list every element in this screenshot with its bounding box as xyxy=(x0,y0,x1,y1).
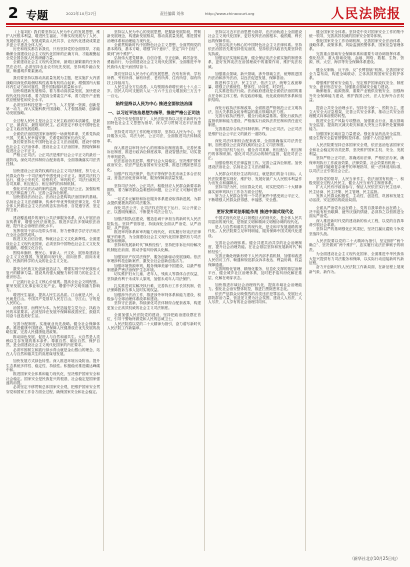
paragraph: 坚持党对司法工作的绝对领导，坚持以人民为中心，坚持服务大局、司法为民、公正司法，全面推进司法体制改革。 xyxy=(107,130,201,143)
paragraph: 强化国家安全工作协调机制，完善国家安全法治体系、战略体系、政策体系、风险监测预警体系、国家应急管理体系。 xyxy=(309,38,404,52)
column-1 xyxy=(6,30,100,551)
paragraph: 奋力开创新时代人民法院工作新局面，在新征程上展现新气象、新作为。 xyxy=(309,265,404,274)
newspaper-logo: 人民法院报 xyxy=(330,7,401,22)
paragraph: 切实维护妇女儿童、老年人、残疾人等群体合法权益，坚持最有利于未成年人原则，加强未成年人司法保护。 xyxy=(107,272,201,281)
paragraph: 全面贯彻新时代中国特色社会主义思想，全面贯彻党的基本路线、基本方略，增强“四个意识”、坚定“四个自信”、做到“两个维护”。 xyxy=(107,43,201,56)
paragraph-gap xyxy=(208,203,302,206)
paragraph: 提高公共安全治理水平。坚持安全第一、预防为主，建立大安全大应急框架，完善公共安全体系，推动公共安全治理模式向事前预防转型。 xyxy=(309,105,404,119)
paragraph: 坚持司法为民、公正司法，积极回应人民群众新要求新期待，着力解决群众急难愁盼问题，让公平正义可触可感可见。 xyxy=(107,183,201,197)
paragraph: 完善重点领域安全保障体系和重要专项协调指挥体系，强化经济、重大基础设施、金融、网络、数据、生物、资源、核、太空、海洋等安全保障体系建设。 xyxy=(309,51,404,65)
paragraph: 加快发展方式绿色转型。深入推进环境污染防治。提升生态系统多样性、稳定性、持续性。积极稳妥推进碳达峰碳中和。 xyxy=(6,359,100,373)
paragraph: 完善正确处理新形势下人民内部矛盾机制，加强和改进人民信访工作，畅通和规范群众诉求表达、利益协调、权益保障通道。 xyxy=(208,253,302,267)
paragraph: 一站式多元解纷和诉讼服务体系建设取得新进展，为群众提供便捷高效的司法服务。 xyxy=(107,196,201,206)
paragraph: 加快构建新发展格局，着力推动高质量发展，加快建设现代化经济体系，着力提高全要素生产率，着力提升产业链供应链韧性和安全水平。 xyxy=(6,89,100,103)
paragraph: 全面从严治党永远在路上，党的自我革命永远在路上。决不能有松劲歇脚、疲劳厌战的情绪，必须持之以恒推进全面从严治党。 xyxy=(309,205,404,219)
section-title: 专题 xyxy=(26,9,48,22)
paragraph: 中国式现代化是人口规模巨大的现代化，是全体人民共同富裕的现代化，是物质文明和精神文明相协调的现代化。 xyxy=(208,216,302,225)
paragraph: 深化司法体制综合配套改革，全面准确落实司法责任制，加快建设公正高效权威的社会主义司法制度。 xyxy=(208,138,302,148)
paragraph: 弘扬伟大建党精神，自信自强、守正创新，踔厉奋发、勇毅前行，为全面建设社会主义现代化国家、全面推进中华民族伟大复兴而团结奋斗。 xyxy=(107,56,201,69)
column-4 xyxy=(309,30,404,551)
paragraph: 发挥人民群众积极性、主动性、创造性，巩固和发展生动活泼、安定团结的政治局面。 xyxy=(309,194,404,203)
paragraph: 扎实推进切实解决执行难，完善执行工作长效机制，依法保障胜诉当事人及时实现权益。 xyxy=(107,284,201,293)
paragraph: 健全国家安全体系。坚持党中央对国家安全工作的集中统一领导，完善高效权威的国家安全领导体制。 xyxy=(309,30,404,39)
paragraph: 扩大人民有序政治参与，保证人民依法实行民主选举、民主协商、民主决策、民主管理、民主监督。 xyxy=(309,185,404,194)
article-source-note: （新华社北京10月25日电） xyxy=(349,556,400,561)
paragraph: 加强产权司法保护，依法平等保护各类市场主体合法权益，营造法治化营商环境，服务保障高质量发展。 xyxy=(107,172,201,181)
paragraph: 完善分配制度。实施就业优先战略。健全社会保障体系。推进健康中国建设。把保障人民健康放在优先发展的战略位置，完善人民健康促进政策。 xyxy=(6,321,100,335)
column-2 xyxy=(107,30,201,551)
paragraph: 完善网格化管理、精细化服务、信息化支撑的基层治理平台，健全城乡社区治理体系，及时把矛盾纠纷化解在基层、化解在萌芽状态。 xyxy=(208,266,302,280)
paragraph: 深化行政执法体制改革，全面推进严格规范公正文明执法，加大关系群众切身利益的重点领域执法力度。 xyxy=(208,105,302,114)
paragraph: 人民法院将以党的二十大精神为指引，奋力谱写新时代人民法院工作新篇章。 xyxy=(107,321,201,331)
paragraph: 广泛践行社会主义核心价值观。提高全社会文明程度。繁荣发展文化事业和文化产业。增强中华文明传播力影响力。 xyxy=(6,279,100,293)
paragraph: 加强重点领域、新兴领域、涉外领域立法，统筹推进国内法治和涉外法治，以良法促进发展、保障善治。 xyxy=(208,72,302,81)
paragraph: 扎实推进依法行政。法治政府建设是全面依法治国的重点任务和主体工程。转变政府职能，优化政府职责体系和组织结构。 xyxy=(208,89,302,103)
subheading: 一、以习近平法治思想为指导，推进严格公正司法 xyxy=(107,109,201,115)
paragraph: 推进审判体系和审判能力现代化，切实履行好宪法法律赋予的职责，为全面建设社会主义现代化国家提供有力司法服务和保障。 xyxy=(107,230,201,243)
paragraph: 加快建设法治社会。法治社会是构筑法治国家的基础。弘扬社会主义法治精神，传承中华优秀传统法律文化，引导全体人民做社会主义法治的忠实崇尚者、自觉遵守者、坚定捍卫者。 xyxy=(6,195,100,213)
paragraph: 确保粮食、能源资源、重要产业链供应链安全，加强海外安全保障能力建设，维护我国公民、法人在海外合法权益。 xyxy=(309,89,404,103)
paragraph: 严格公正司法。公正司法是维护社会公平正义的最后一道防线。深化司法体制综合配套改革，全面准确落实司法责任制。 xyxy=(6,153,100,166)
paragraph: 必须坚定不移贯彻总体国家安全观，把维护国家安全贯穿党和国家工作各方面全过程，确保国家安全和社会稳定。 xyxy=(6,385,100,394)
paragraph: 增进民生福祉，提高人民生活品质。江山就是人民，人民就是江山。中国共产党领导人民打江山、守江山，守的是人民的心。 xyxy=(6,292,100,306)
paragraph: 坚持以人民为中心的发展思想，把握新发展阶段，贯彻新发展理念，构建新发展格局，推动高质量发展，推进国家治理体系和治理能力现代化。 xyxy=(107,30,201,43)
paragraph: 加快建设公正高效权威的社会主义司法制度，努力让人民群众在每一个司法案件中感受到公平正义。规范司法权力运行，健全公安机关、检察机关、审判机关、司法行政机关各司其职、相互配合、相互制约的体制机制。 xyxy=(6,169,100,187)
paragraph: 坚持守正创新，持续深化司法体制综合配套改革，构建更加公正高效权威的社会主义司法制度。 xyxy=(107,301,201,310)
paragraph: 规范司法权力运行，健全各司其职、相互配合、相互制约的体制机制。强化对司法活动的制约监督，促进司法公正。 xyxy=(208,147,302,161)
paragraph: 强化对司法活动的制约监督，促进司法公正。加强检察机关法律监督工作。完善公益诉讼制度。 xyxy=(6,186,100,196)
paragraph: 加强国家区域应急力量建设。强化食品药品安全监管，健全生物安全监管预警防控体系。加强个人信息保护。 xyxy=(309,131,404,140)
paragraph: 治国有常，而利民为本。为民造福是立党为公、执政为民的本质要求。必须坚持在发展中保障和改善民生，鼓励共同奋斗创造美好生活。 xyxy=(6,305,100,319)
paragraph: 人民群众对美好生活的向往，就是我们的奋斗目标。人民法院要把实现好、维护好、发展好最广大人民根本利益作为出发点和落脚点。 xyxy=(208,172,302,185)
paragraph: 深入推进以审判为中心的刑事诉讼制度改革，完善民事诉讼制度，推进行政诉讼制度改革，建设智慧法院，切实提升审判质效。 xyxy=(107,146,201,159)
paragraph: 我们坚持以人民为中心的发展思想，在幼有所育、学有所教、劳有所得、病有所医、老有所养、住有所居、弱有所扶上持续用力。 xyxy=(107,72,201,85)
paragraph: 完善以宪法为核心的中国特色社会主义法律体系。坚持依法治国首先要坚持依宪治国，坚持依法执政首先要坚持依宪执政。 xyxy=(208,43,302,56)
paragraph: （上接1版）我们要坚持以人民为中心的发展思想，维护人民根本利益，增进民生福祉，不断实现发展为了人民、发展依靠人民、发展成果由人民共享，让现代化建设成果更多更公平惠及全体人民。 xyxy=(6,30,100,48)
paragraph: 坚持以严的基调强化正风肃纪，坚决打赢反腐败斗争攻坚战持久战。 xyxy=(309,227,404,236)
paragraph: 推进科学立法、民主立法、依法立法，统筹立改废释纂，增强立法系统性、整体性、协同性、时效性。 xyxy=(208,80,302,90)
column-divider xyxy=(103,30,104,551)
column-divider xyxy=(305,30,306,551)
paragraph: 必须牢固树立和践行绿水青山就是金山银山的理念，站在人与自然和谐共生的高度谋划发展。 xyxy=(6,347,100,357)
paragraph: 推进安全生产风险专项整治，加强重点行业、重点领域安全监管。提高防灾减灾救灾和重大突发公共事件处置保障能力。 xyxy=(309,118,404,132)
paragraph: 为全面建设社会主义现代化国家、全面推进中华民族伟大复兴提供有力司法服务和保障，以实际行动迎接新时代新征程。 xyxy=(309,252,404,265)
issue-date: 2022年10月27日 xyxy=(66,11,97,16)
subheading: 更好发挥司法职能作用 推进中国式现代化 xyxy=(216,208,294,214)
paragraph: 我们要坚持以推动高质量发展为主题，把实施扩大内需战略同深化供给侧结构性改革有机结合起来，增强国内大循环内生动力和可靠性，提升国际循环质量和水平。 xyxy=(6,76,100,90)
paragraph: 努力让人民群众在每一个司法案件中感受到公平正义，不断增强人民群众获得感、幸福感、安全感。 xyxy=(208,194,302,203)
paragraph: 深化司法公开，让司法权在阳光下运行，以公开促公正、以透明保廉洁，不断提升司法公信力。 xyxy=(107,205,201,214)
paragraph: 完善行政执法程序，健全行政裁量基准。强化行政执法监督机制和能力建设，严格落实行政执法责任制和责任追究制度。 xyxy=(208,114,302,127)
paragraph: 完善社会治理体系。健全共建共治共享的社会治理制度，提升社会治理效能。在社会基层坚持和发展新时代“枫桥经验”。 xyxy=(208,240,302,254)
paragraph: 坚持严格公正司法，准确适用法律，严格依法办案，确保审判执行工作政治效果、法律效果、社会效果有机统一。 xyxy=(309,156,404,165)
editor-credit: 责任编辑 刘伟 xyxy=(160,11,184,16)
paragraph: 加强涉外法治工作，推进涉外审判体系和能力建设，积极参与全球治理体系改革和建设。 xyxy=(107,292,201,302)
paragraph: 必须坚持科技是第一生产力、人才是第一资源、创新是第一动力，深入实施科教兴国战略、人才强国战略、创新驱动发展战略。 xyxy=(6,102,100,116)
paragraph: 发挥领导干部示范带头作用，努力使尊法学法守法用法在全社会蔚然成风。 xyxy=(6,228,100,238)
paragraph: 健全反制裁、反干涉、反“长臂管辖”机制。完善国家安全力量布局，构建全域联动、立体高效的国家安全防护体系。 xyxy=(309,67,404,81)
paragraph: 坚持司法为民，回应群众关切，切实把党的二十大精神落实到审判执行工作各方面全过程。 xyxy=(208,185,302,194)
paragraph: 全面依法治国是国家治理的一场深刻革命，关系党执政兴国，关系人民幸福安康，关系党和国家长治久安。 xyxy=(6,131,100,140)
paragraph: 加快推进市域社会治理现代化，提高市域社会治理能力。强化社会治安整体防控，推进扫黑除恶常态化。 xyxy=(208,282,302,292)
paragraph: 人民法院要坚持总体国家安全观，依法惩治危害国家安全和社会稳定的各类犯罪，坚决维护国家主权、安全、发展利益。 xyxy=(309,143,404,156)
paragraph: 推动绿色发展，促进人与自然和谐共生。大自然是人类赖以生存发展的基本条件。尊重自然、顺应自然、保护自然，是全面建设社会主义现代化国家的内在要求。 xyxy=(6,334,100,348)
paragraph: 我们要坚持走中国特色社会主义法治道路，建设中国特色社会主义法治体系、建设社会主义法治国家，围绕保障和促进社会公平正义。 xyxy=(6,140,100,153)
page-header xyxy=(0,0,410,28)
paragraph: 完善基层综合执法体制机制。严格公正司法。公正司法是维护社会公平正义的最后一道防线。 xyxy=(208,127,302,136)
paragraph: 人民法院要以党的二十大精神为指引，坚定拥护“两个确立”、坚决做到“两个维护”，忠实履行宪法法律赋予的职责。 xyxy=(309,239,404,252)
paragraph: 加强知识产权司法保护，服务创新驱动发展战略。依法审理涉科技创新案件，激发全社会创新创造活力。 xyxy=(107,254,201,264)
paragraph: 坚持党的领导、人民当家作主、依法治国有机统一，积极发展全过程人民民主，健全人民当家作主制度体系。 xyxy=(309,176,404,185)
paragraph: 依法严惩群众反映强烈的各类违法犯罪活动。发展壮大群防群治力量，营造见义勇为社会氛围，建设人人有责、人人尽责、人人享有的社会治理共同体。 xyxy=(208,291,302,305)
header-rule-thick xyxy=(6,23,404,25)
paragraph: 推进国家安全体系和能力现代化，坚决维护国家安全和社会稳定。国家安全是民族复兴的根基，社会稳定是国家强盛的前提。 xyxy=(6,372,100,386)
subheading: 始终坚持以人民为中心 推进全面依法治国 xyxy=(115,101,193,107)
page-number: 2 xyxy=(8,4,19,22)
column-divider xyxy=(204,30,205,551)
paragraph: 增强维护国家安全能力。坚定维护国家政权安全、制度安全、意识形态安全，加强重点领域安全能力建设。 xyxy=(309,80,404,90)
paragraph: 激发全民族文化创新创造活力，增强实现中华民族伟大复兴的精神力量。建设具有强大凝聚力和引领力的社会主义意识形态。 xyxy=(6,266,100,280)
header-rule-thin xyxy=(6,26,404,27)
paragraph: 坚持和发展新时代“枫桥经验”，坚持把非诉讼纠纷解决机制挺在前面，推动矛盾纠纷源头化解。 xyxy=(107,243,201,252)
paragraph: 加强环境资源审判，服务保障美丽中国建设，以最严格制度最严密法治保护生态环境。 xyxy=(107,263,201,272)
paragraph: 加强对疑难复杂案件的审理指导，统一法律适用标准，以司法公正引领社会公正。 xyxy=(309,164,404,174)
paragraph: 历史和现实都告诉我们，只有坚持党的全面领导，才能确保全面建设社会主义现代化国家的正确方向，才能凝聚起全党全国各族人民的磅礴力量。 xyxy=(6,47,100,61)
website-url: http://www.chinacourt.org xyxy=(205,11,255,16)
article-columns xyxy=(6,30,404,551)
paragraph: 全面加强人民法院党的建设，坚持把政治建设摆在首位，引导干警始终做党和人民的忠诚卫士。 xyxy=(107,313,201,322)
paragraph: 深入推进新时代党的建设新的伟大工程，以党的自我革命引领社会革命。 xyxy=(309,218,404,228)
paragraph: 依法惩治各类犯罪，维护社会大局稳定。坚决维护国家政治安全，依法严惩危害国家安全犯罪，推进扫黑除恶常态化。 xyxy=(107,159,201,172)
paragraph: 人民生活全方位改善。人均预期寿命增长到七十八点二岁。居民人均可支配收入从一万六千五百元增加到三万五千一百元。 xyxy=(107,85,201,98)
paragraph: 是人与自然和谐共生的现代化，是走和平发展道路的现代化。人民法院要立足审判职能，服务保障中国式现代化建设。 xyxy=(208,224,302,238)
paragraph: 围绕举旗帜、聚民心、育新人、兴文化、展形象建设社会主义文化强国，发展面向现代化、面向世界、面向未来的，民族的科学的大众的社会主义文化。 xyxy=(6,250,100,264)
paragraph: 建设覆盖城乡的现代公共法律服务体系，深入开展法治宣传教育，增强全民法治观念。推进多层次多领域依法治理，提升社会治理法治化水平。 xyxy=(6,215,100,229)
paragraph: 加强检察机关法律监督工作。完善公益诉讼制度。加快建设法治社会，弘扬社会主义法治精神。 xyxy=(208,160,302,169)
paragraph: 在党中央坚强领导下，人民法院坚持以习近平新时代中国特色社会主义思想为指导，深入学习贯彻习近平法治思想。 xyxy=(107,116,201,130)
column-3 xyxy=(208,30,302,551)
paragraph: 加强法院队伍建设，锻造忠诚干净担当的新时代人民法院队伍。坚持严管厚爱，持续深化全面从严治党、从严治院、从严管理。 xyxy=(107,217,201,230)
paragraph: 全面建设社会主义现代化国家，最艰巨最繁重的任务仍然在农村。必须坚持农业农村优先发展，坚持城乡融合发展，畅通城乡要素流动。 xyxy=(6,60,100,74)
paragraph: 全过程人民民主是社会主义民主政治的本质属性，是最广泛、最真实、最管用的民主。必须坚定不移走中国特色社会主义政治发展道路。 xyxy=(6,118,100,132)
paragraph: 坚持以习近平法治思想为指导，在法治轨道上全面建设社会主义现代化国家，更好发挥法治固根本、稳预期、利长远的保障作用。 xyxy=(208,30,302,43)
paragraph: 加强宪法实施和监督，健全保证宪法全面实施的制度体系，更好发挥宪法在治国理政中的重要作用，维护宪法权威。 xyxy=(208,56,302,69)
paragraph: 推进文化自信自强，铸就社会主义文化新辉煌。全面建设社会主义现代化国家，必须坚持中国特色社会主义文化发展道路，增强文化自信。 xyxy=(6,237,100,251)
